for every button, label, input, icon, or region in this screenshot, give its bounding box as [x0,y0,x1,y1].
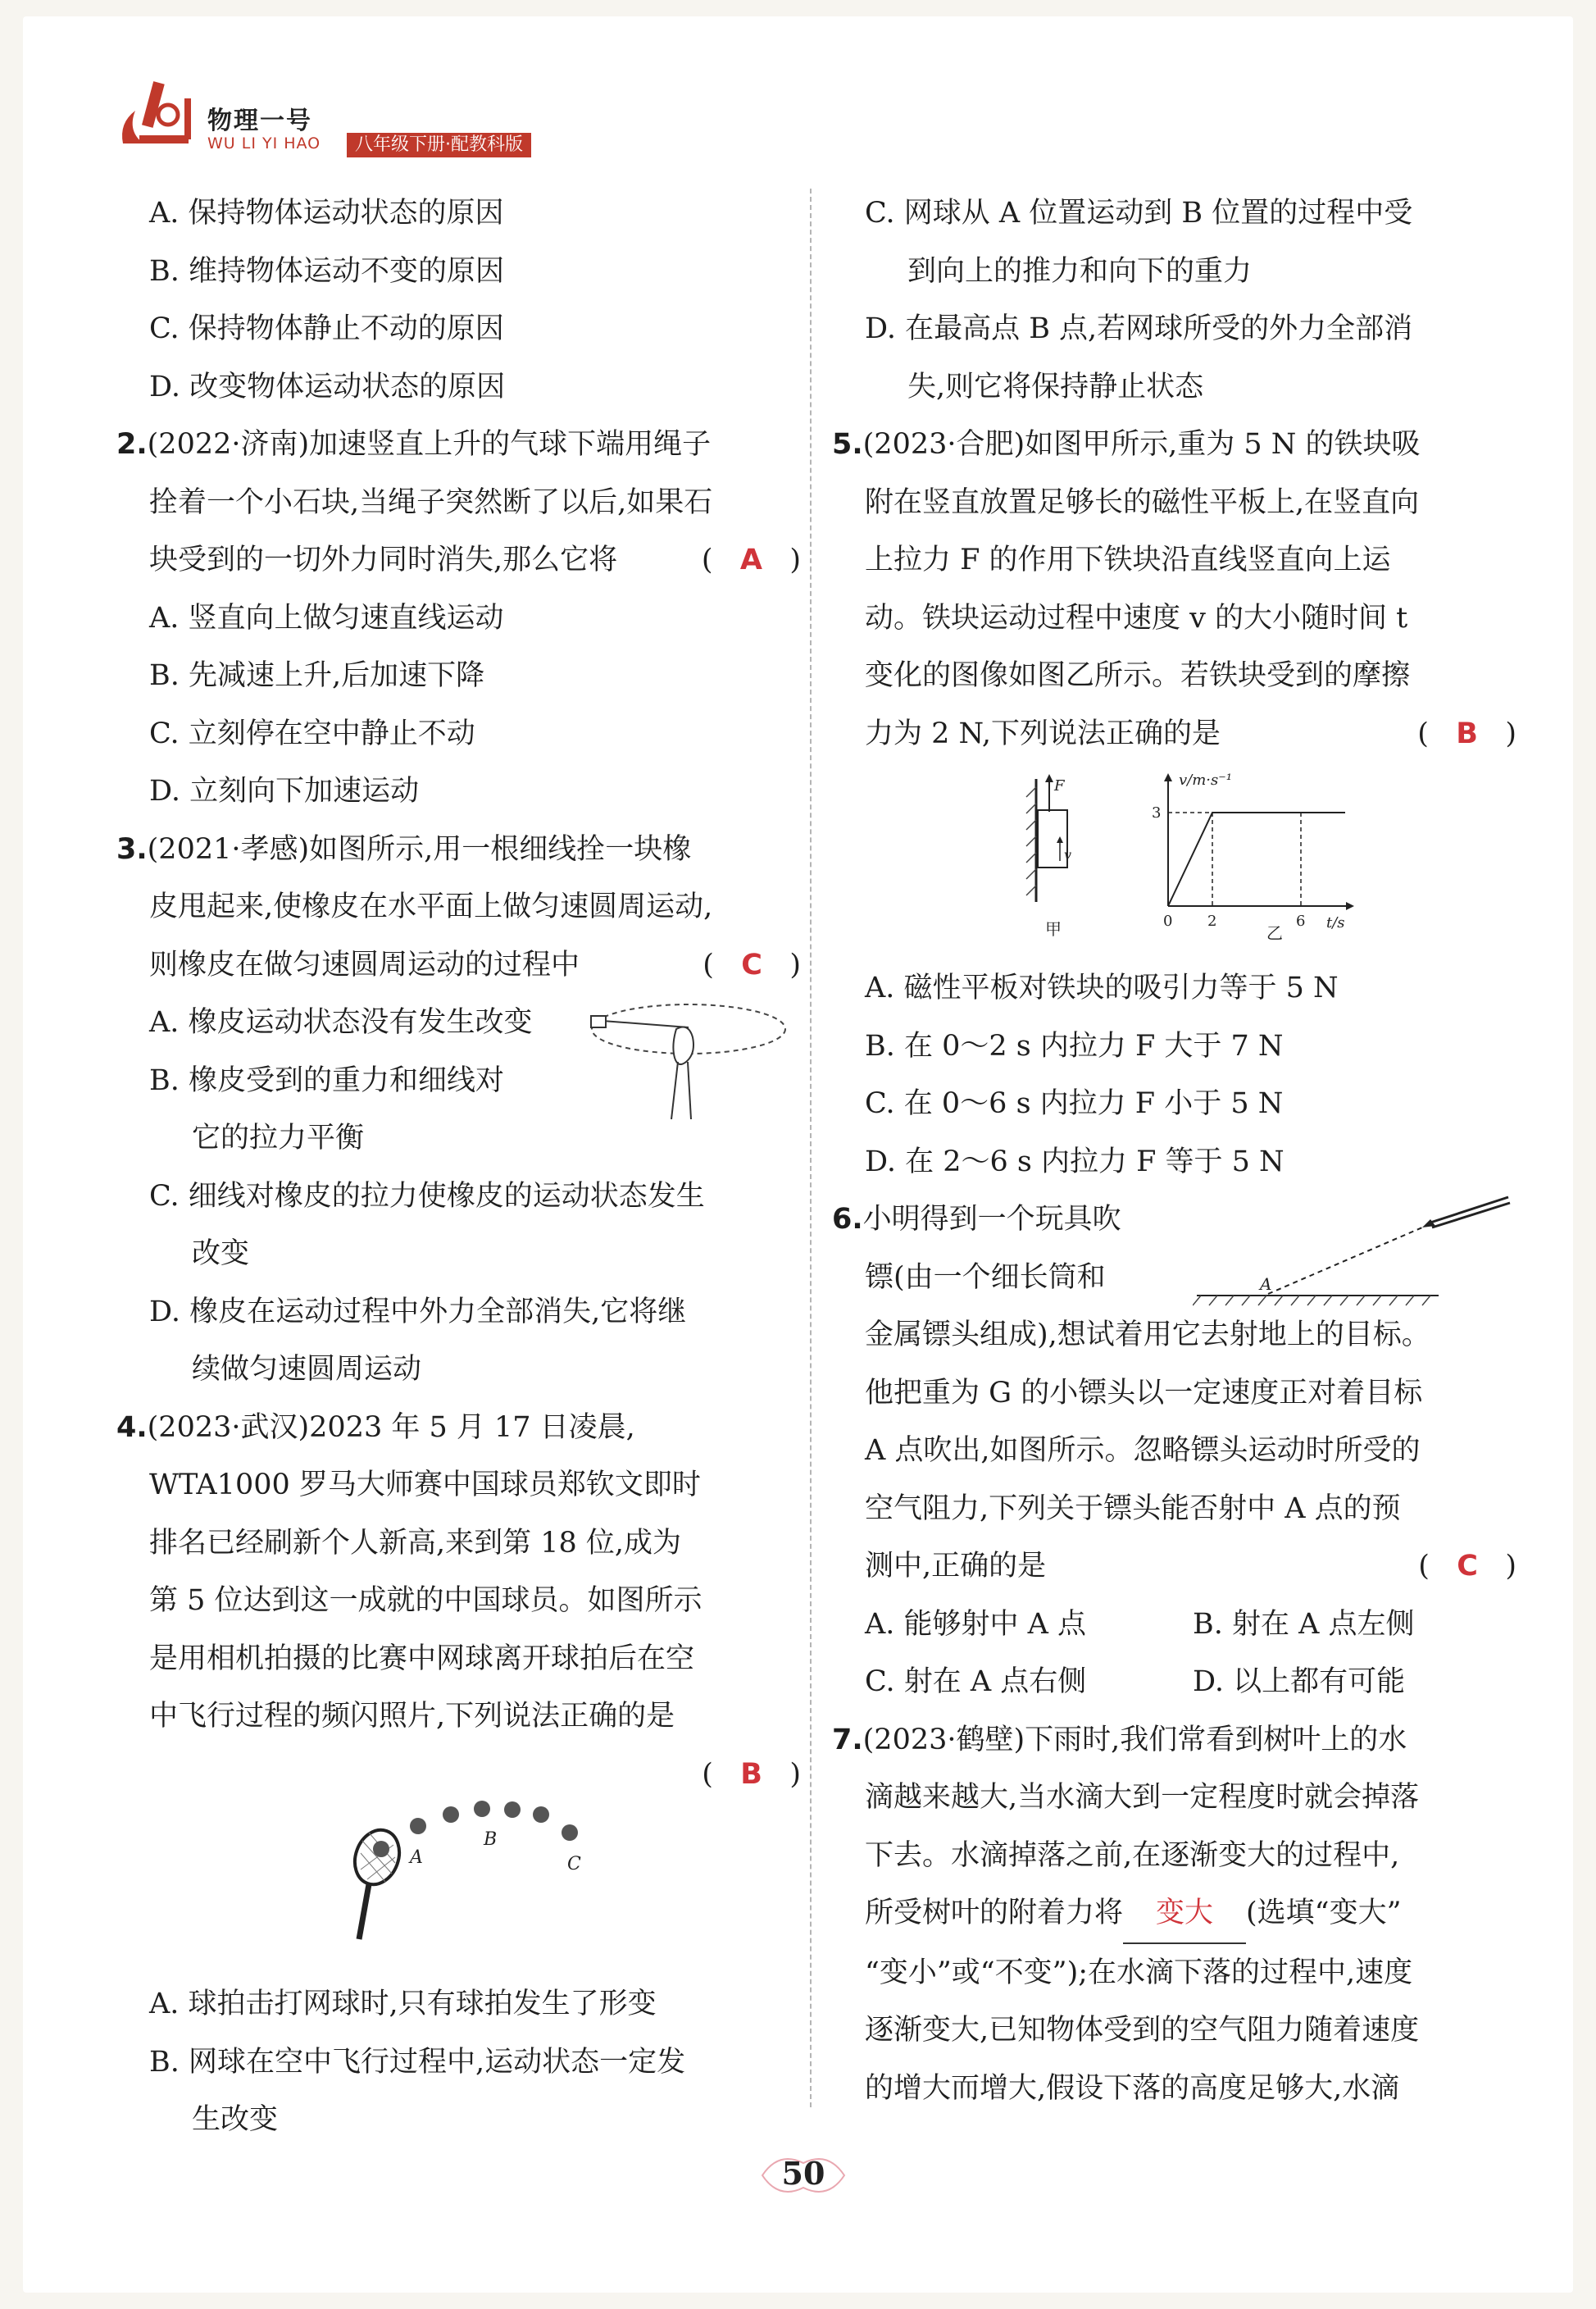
tennis-ball [373,1841,389,1857]
q4-stem-line-4: 第 5 位达到这一成就的中国球员。如图所示 [149,1584,703,1617]
tennis-ball [533,1806,549,1823]
q3-option-d-cont: 续做匀速圆周运动 [192,1353,422,1386]
q3-option-a: A. 橡皮运动状态没有发生改变 [149,1006,533,1039]
q5-stem-line-5: 变化的图像如图乙所示。若铁块受到的摩擦 [865,659,1411,692]
q5-answer: B [1456,717,1478,750]
q2-stem-line-2: 拴着一个小石块,当绳子突然断了以后,如果石 [149,485,713,519]
q6-options-row-2 [832,1653,1516,1711]
q1-option-d: D. 改变物体运动状态的原因 [149,370,506,403]
q5-option-b: B. 在 0～2 s 内拉力 F 大于 7 N [865,1029,1284,1063]
tennis-ball [504,1801,521,1818]
q7-number: 7. [832,1723,863,1756]
tennis-ball [410,1818,426,1834]
q7-stem-line-5: “变小”或“不变”);在水滴下落的过程中,速度 [865,1956,1413,1989]
q5-number: 5. [832,428,863,461]
q4-answer-slot: ( B ) [702,1757,801,1791]
q5-stem-line-1: 5.(2023·合肥)如图甲所示,重为 5 N 的铁块吸 [832,428,1421,461]
q2-answer: A [739,544,762,576]
vt-y-label: v/m·s⁻¹ [1179,772,1232,789]
q3-stem-line-2: 皮甩起来,使橡皮在水平面上做匀速圆周运动, [149,890,713,923]
q5-stem-line-2: 附在竖直放置足够长的磁性平板上,在竖直向 [865,485,1420,519]
q4-stem-line-2: WTA1000 罗马大师赛中国球员郑钦文即时 [149,1469,701,1501]
vt-series-line [1168,813,1345,906]
brand-pinyin: WU LI YI HAO [207,134,321,153]
q4-label-a: A [410,1847,423,1868]
q6-stem-line-6: 空气阻力,下列关于镖头能否射中 A 点的预 [865,1492,1401,1525]
page-header [111,66,766,164]
q4-label-c: C [567,1854,581,1874]
vt-x-tick-label: 0 [1163,913,1173,930]
q7-stem-line-3: 下去。水滴掉落之前,在逐渐变大的过程中, [865,1838,1400,1872]
q6-answer-slot: ( C ) [1418,1550,1516,1583]
q6-option-c: C. 射在 A 点右侧 [865,1665,1087,1698]
q4-option-b: B. 网球在空中飞行过程中,运动状态一定发 [149,2045,686,2079]
q7-stem-line-7: 的增大而增大,假设下落的高度足够大,水滴 [865,2071,1400,2105]
q6-stem-line-7: 测中,正确的是 ( C ) [832,1537,1516,1596]
q5-figure-jia [1008,771,1123,943]
q5-stem-line-6: 力为 2 N,下列说法正确的是 ( B ) [832,705,1516,763]
q2-option-d: D. 立刻向下加速运动 [149,775,420,808]
q3-stem-line-3: 则橡皮在做匀速圆周运动的过程中 ( C ) [116,936,801,995]
q3-number: 3. [116,832,148,866]
q2-option-c: C. 立刻停在空中静止不动 [149,717,475,750]
q4-stem-line-5: 是用相机拍摄的比赛中网球离开球拍后在空 [149,1642,695,1675]
q3-option-c: C. 细线对橡皮的拉力使橡皮的运动状态发生 [149,1179,705,1213]
q4-option-a: A. 球拍击打网球时,只有球拍发生了形变 [149,1988,657,2020]
q2-option-b: B. 先减速上升,后加速下降 [149,659,485,692]
q4-answer: B [740,1757,762,1791]
q6-stem-line-5: A 点吹出,如图所示。忽略镖头运动时所受的 [865,1434,1421,1467]
q4-option-b-cont: 生改变 [192,2103,279,2136]
q7-stem-line-1: 7.(2023·鹤壁)下雨时,我们常看到树叶上的水 [832,1723,1407,1756]
q6-answer: C [1457,1550,1478,1583]
q5-force-label: F [1054,777,1065,795]
q5-stem-line-3: 上拉力 F 的作用下铁块沿直线竖直向上运 [865,544,1391,576]
q5-vt-chart [1139,767,1377,943]
q6-options-row-1 [832,1596,1516,1654]
q7-stem-line-6: 逐渐变大,已知物体受到的空气阻力随着速度 [865,2014,1420,2047]
q2-number: 2. [116,428,148,461]
vt-x-label: t/s [1326,914,1345,931]
q6-option-a: A. 能够射中 A 点 [865,1607,1087,1641]
q5-option-a: A. 磁性平板对铁块的吸引力等于 5 N [865,972,1339,1004]
q3-option-d: D. 橡皮在运动过程中外力全部消失,它将继 [149,1295,687,1328]
q5-stem-line-4: 动。铁块运动过程中速度 v 的大小随时间 t [865,601,1408,635]
q6-target-label: A [1260,1274,1272,1294]
q4-stem-line-6: 中飞行过程的频闪照片,下列说法正确的是 [149,1700,675,1733]
q7-blank-answer: 变大 [1123,1884,1246,1944]
q4-tennis-figure [344,1788,607,1951]
q3-answer-slot: ( C ) [703,948,801,981]
q6-dart-figure [1193,1193,1521,1312]
q4-option-d: D. 在最高点 B 点,若网球所受的外力全部消 [865,312,1413,345]
q6-stem-line-3: 金属镖头组成),想试着用它去射地上的目标。 [865,1318,1430,1351]
q4-option-d-cont: 失,则它将保持静止状态 [907,370,1204,403]
q6-stem-line-1: 6.小明得到一个玩具吹 [832,1203,1121,1236]
vt-x-tick-label: 6 [1296,913,1306,930]
q5-answer-slot: ( B ) [1417,717,1516,750]
q4-option-c: C. 网球从 A 位置运动到 B 位置的过程中受 [865,197,1413,230]
q2-answer-slot: ( A ) [701,544,801,576]
q7-stem-line-2: 滴越来越大,当水滴大到一定程度时就会掉落 [865,1781,1420,1814]
q6-option-d: D. 以上都有可能 [1193,1665,1406,1698]
brand-title: 物理一号 [207,107,312,135]
q4-option-c-cont: 到向上的推力和向下的重力 [907,254,1253,288]
q3-option-c-cont: 改变 [192,1237,250,1270]
q3-rubber-circle-figure [586,996,791,1127]
tennis-ball [474,1801,490,1817]
q2-stem-line-1: 2.(2022·济南)加速竖直上升的气球下端用绳子 [116,428,712,461]
q4-stem-line-3: 排名已经刷新个人新高,来到第 18 位,成为 [149,1526,682,1560]
q5-option-d: D. 在 2～6 s 内拉力 F 等于 5 N [865,1145,1285,1178]
q3-answer: C [741,948,762,981]
q6-number: 6. [832,1203,863,1236]
tennis-ball [562,1824,578,1841]
q6-option-b: B. 射在 A 点左侧 [1193,1607,1415,1641]
right-column [832,184,1516,2117]
page-number: 50 [781,2155,825,2192]
q4-number: 4. [116,1410,148,1444]
q6-stem-line-4: 他把重为 G 的小镖头以一定速度正对着目标 [865,1376,1423,1410]
q5-option-c: C. 在 0～6 s 内拉力 F 小于 5 N [865,1087,1284,1120]
q4-stem-line-1: 4.(2023·武汉)2023 年 5 月 17 日凌晨, [116,1410,635,1444]
q5-velocity-label: v [1064,847,1072,863]
q3-option-b-cont: 它的拉力平衡 [192,1122,365,1154]
microscope-logo-icon [111,66,209,164]
q2-stem-line-3: 块受到的一切外力同时消失,那么它将 ( A ) [116,531,801,590]
q6-stem-line-2: 镖(由一个细长筒和 [865,1260,1106,1294]
q5-figure-yi-caption: 乙 [1266,923,1283,943]
q1-option-a: A. 保持物体运动状态的原因 [149,197,504,230]
q2-option-a: A. 竖直向上做匀速直线运动 [149,601,504,635]
q7-stem-line-4: 所受树叶的附着力将 变大 (选填“变大” [832,1884,1516,1944]
column-divider [810,189,812,2107]
tennis-ball [443,1806,459,1823]
q3-stem-line-1: 3.(2021·孝感)如图所示,用一根细线拴一块橡 [116,832,692,866]
q1-option-b: B. 维持物体运动不变的原因 [149,254,504,288]
q4-label-b: B [484,1829,498,1850]
vt-x-tick-label: 2 [1207,913,1217,930]
q3-option-b: B. 橡皮受到的重力和细线对 [149,1063,504,1097]
q1-option-c: C. 保持物体静止不动的原因 [149,312,504,345]
grade-tag: 八年级下册·配教科版 [347,133,531,157]
vt-y-tick-label: 3 [1152,804,1162,822]
q5-figure-jia-caption: 甲 [1045,919,1062,939]
